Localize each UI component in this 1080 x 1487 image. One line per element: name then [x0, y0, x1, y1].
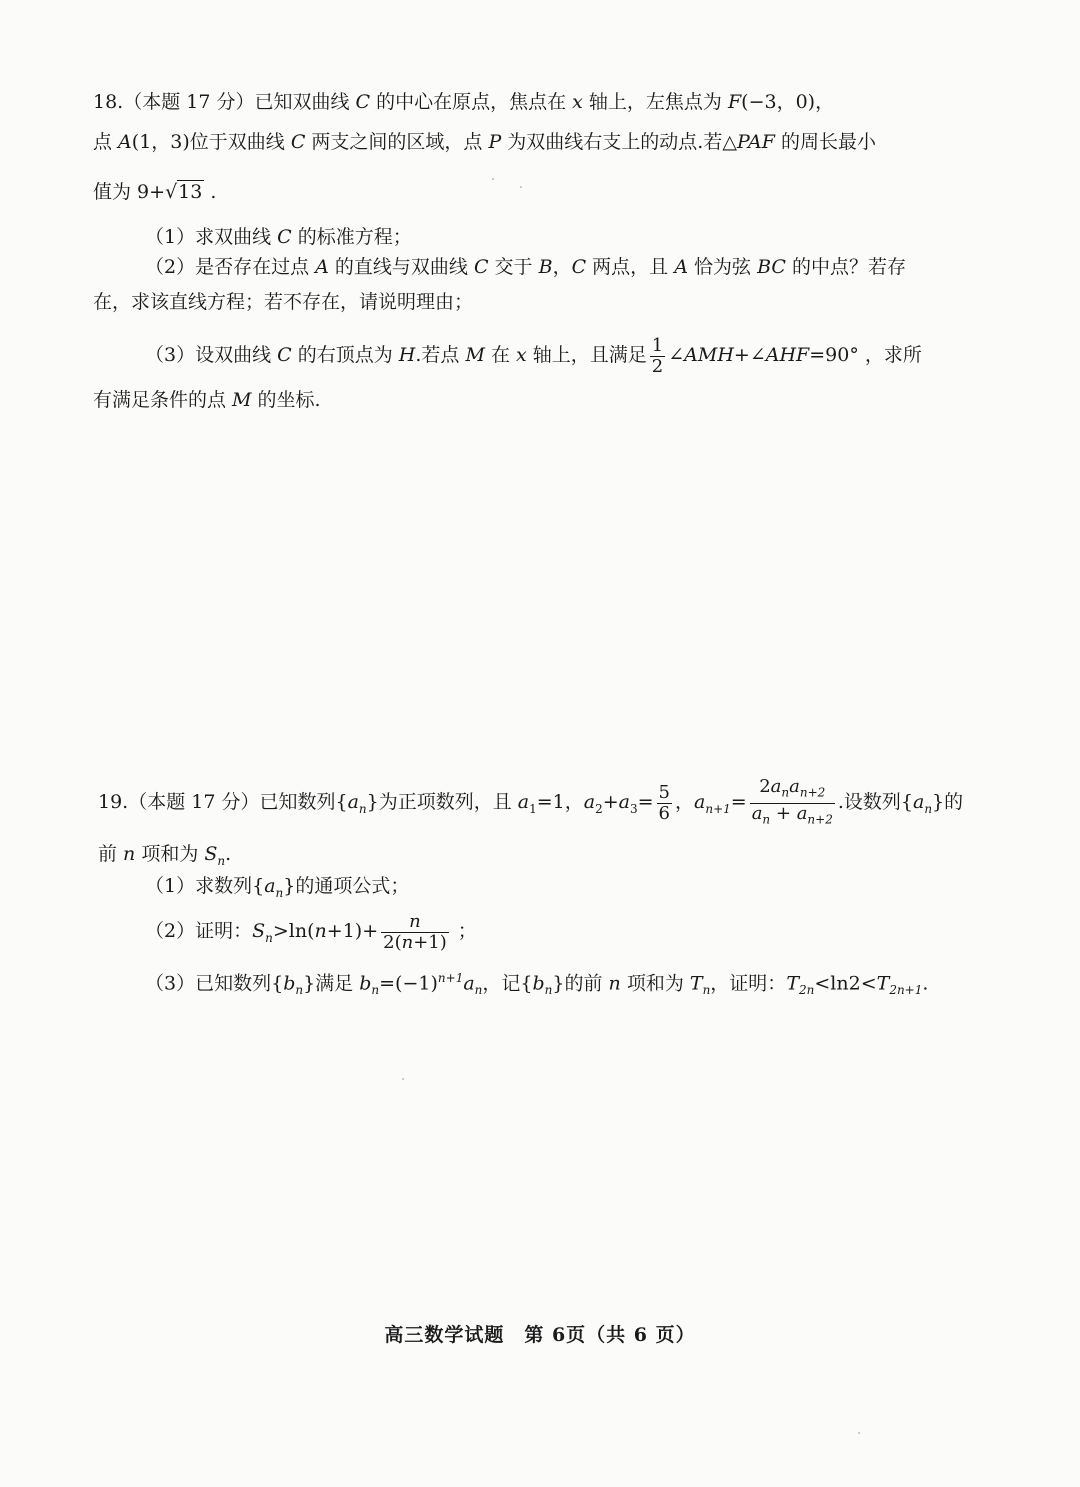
fraction-n-over-2n-plus-1: $\frac{n}{2(n+1)}$	[383, 910, 447, 953]
fraction-five-sixths: $\frac{5}{6}$	[658, 781, 670, 824]
fraction-one-half: $\frac{1}{2}$	[651, 334, 664, 377]
page-footer: 高三数学试题 第 6页（共 6 页）	[384, 1324, 696, 1346]
problem-18-part-2-cont: 在，求该直线方程；若不存在，请说明理由；	[93, 291, 474, 313]
scan-speck	[402, 1078, 404, 1080]
problem-18-part-3: （3）设双曲线 C 的右顶点为 H.若点 M 在 x 轴上，且满足 $\frac{1}{2}$ ∠AMH+∠AHF=90° ，求所	[145, 334, 922, 377]
problem-18-heading: 18.（本题 17 分）	[93, 91, 255, 113]
problem-18-part-3-cont: 有满足条件的点 M 的坐标.	[93, 389, 321, 411]
scan-speck	[492, 178, 494, 180]
problem-18-part-2: （2）是否存在过点 A 的直线与双曲线 C 交于 B，C 两点，且 A 恰为弦 BC 的中点？若存	[145, 256, 906, 278]
problem-19-line-2: 前 n 项和为 $S_n$.	[98, 843, 232, 868]
problem-19-line-1: 19.（本题 17 分）已知数列$\{a_n\}$为正项数列，且 $a_1=1$，$a_2+a_3=$ $\frac{5}{6}$ ，$a_{n+1}=$ $\frac{2a_na_{n+2}}{a_n + a_{n+2}}$ .设数列$\{a_n\}$的	[98, 772, 963, 839]
sqrt-13: √13	[165, 181, 203, 203]
problem-19-heading: 19.（本题 17 分）	[98, 791, 260, 813]
scan-speck	[858, 1432, 860, 1434]
problem-19-part-3: （3）已知数列$\{b_n\}$满足 $b_n=(-1)^{n+1}a_n$，记$\{b_n\}$的前 n 项和为 $T_n$，证明：$T_{2n}<\ln 2<T_{2n+1}$.	[145, 971, 929, 998]
problem-18-part-1: （1）求双曲线 C 的标准方程；	[145, 226, 412, 248]
problem-18-line-2: 点 A(1，3)位于双曲线 C 两支之间的区域，点 P 为双曲线右支上的动点.若△PAF 的周长最小	[93, 131, 876, 153]
problem-19-part-1: （1）求数列$\{a_n\}$的通项公式；	[145, 875, 410, 900]
problem-18-line-3: 值为 9+√13 .	[93, 181, 217, 203]
problem-19-part-2: （2）证明：$S_n>\ln(n+1)+$ $\frac{n}{2(n+1)}$ ；	[145, 910, 477, 953]
scan-speck	[520, 186, 522, 188]
problem-18-line-1: 18.（本题 17 分）已知双曲线 C 的中心在原点，焦点在 x 轴上，左焦点为 F(−3，0)，	[93, 91, 835, 113]
fraction-recurrence: $\frac{2a_na_{n+2}}{a_n + a_{n+2}}$	[751, 775, 833, 827]
